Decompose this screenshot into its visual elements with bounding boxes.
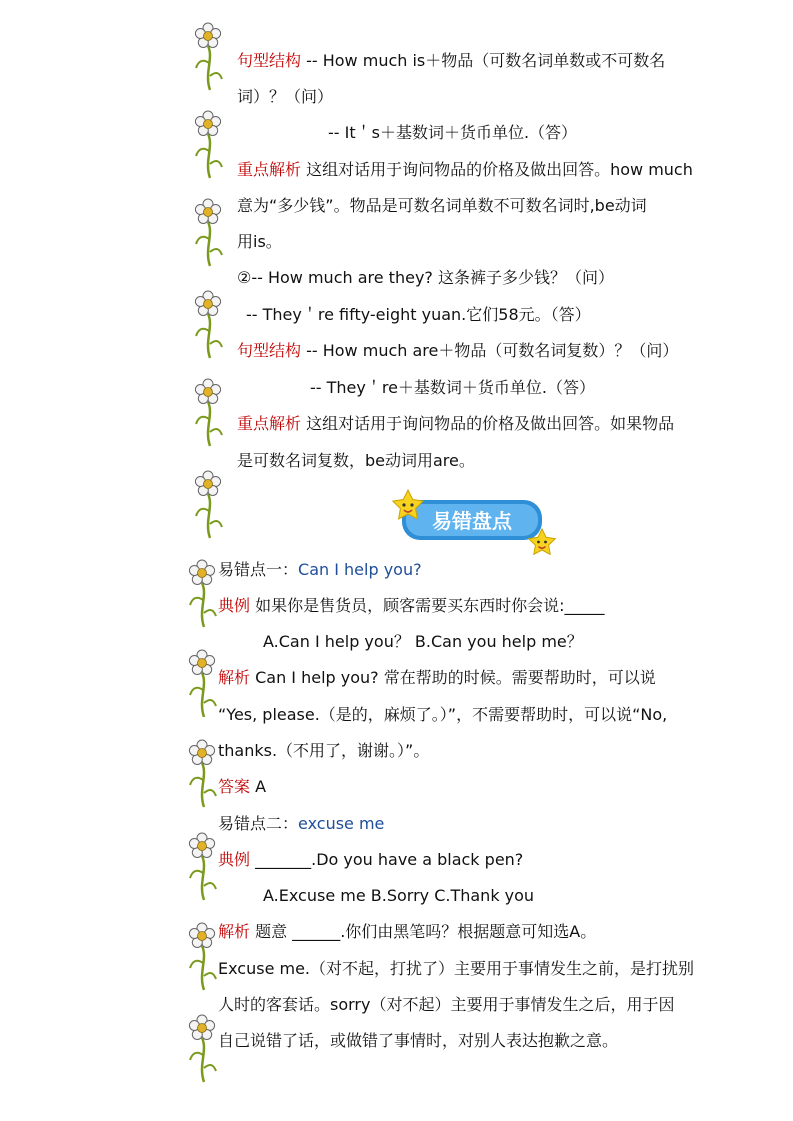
struct-text: -- How much are＋物品（可数名词复数）？（问） — [301, 341, 679, 360]
struct-answer: -- It＇s＋基数词＋货币单位.（答） — [328, 123, 578, 142]
analysis-line-2: “Yes, please.（是的，麻烦了。）”，不需要帮助时，可以说“No, — [218, 705, 668, 724]
example-answer: -- They＇re fifty-eight yuan.它们58元。（答） — [246, 305, 591, 324]
struct-text: -- How much is＋物品（可数名词单数或不可数名 — [301, 51, 666, 70]
analysis-line-3: 用is。 — [237, 232, 282, 251]
analysis-text: Can I help you? 常在帮助的时候。需要帮助时，可以说 — [250, 668, 656, 687]
analysis-text: 题意 ______.你们由黑笔吗？根据题意可知选A。 — [250, 922, 597, 941]
analysis-text: 这组对话用于询问物品的价格及做出回答。how much — [301, 160, 693, 179]
answer-line — [218, 777, 266, 797]
point-term: Can I help you? — [298, 560, 422, 579]
options-line: A.Can I help you？ B.Can you help me？ — [263, 632, 583, 651]
analysis-line-2: Excuse me.（对不起，打扰了）主要用于事情发生之前，是打扰别 — [218, 959, 695, 978]
point-label: 易错点二： — [218, 814, 299, 833]
struct-line-1 — [237, 341, 678, 361]
analysis-label: 解析 — [218, 668, 251, 687]
analysis-line-3: 人时的客套话。sorry（对不起）主要用于事情发生之后，用于因 — [218, 995, 675, 1014]
analysis-label: 重点解析 — [237, 414, 302, 433]
example-text: _______.Do you have a black pen? — [250, 850, 524, 869]
analysis-line-1 — [218, 922, 596, 942]
point2-heading — [218, 814, 384, 834]
analysis-line-1 — [237, 414, 674, 434]
badge-text: 易错盘点 — [432, 509, 512, 533]
struct-label: 句型结构 — [237, 341, 302, 360]
answer-label: 答案 — [218, 777, 251, 796]
point-term: excuse me — [298, 814, 385, 833]
example-line — [218, 596, 605, 616]
analysis-line-4: 自己说错了话，或做错了事情时，对别人表达抱歉之意。 — [218, 1031, 619, 1050]
example-question: ②-- How much are they? 这条裤子多少钱？（问） — [237, 268, 614, 287]
struct-line-1 — [237, 51, 665, 71]
analysis-line-2: 是可数名词复数，be动词用are。 — [237, 451, 475, 470]
analysis-line-3: thanks.（不用了，谢谢。）”。 — [218, 741, 430, 760]
example-label: 典例 — [218, 596, 251, 615]
answer-text: A — [250, 777, 267, 796]
point-label: 易错点一： — [218, 560, 299, 579]
struct-line-2: 词）？（问） — [237, 87, 334, 106]
example-label: 典例 — [218, 850, 251, 869]
example-line — [218, 850, 523, 870]
analysis-line-2: 意为“多少钱”。物品是可数名词单数不可数名词时,be动词 — [237, 196, 647, 215]
error-review-badge — [388, 486, 562, 560]
analysis-text: 这组对话用于询问物品的价格及做出回答。如果物品 — [301, 414, 675, 433]
analysis-line-1 — [237, 160, 693, 180]
struct-answer: -- They＇re＋基数词＋货币单位.（答） — [310, 378, 596, 397]
example-text: 如果你是售货员，顾客需要买东西时你会说:_____ — [250, 596, 605, 615]
struct-label: 句型结构 — [237, 51, 302, 70]
point1-heading — [218, 560, 422, 580]
analysis-label: 重点解析 — [237, 160, 302, 179]
options-line: A.Excuse me B.Sorry C.Thank you — [263, 886, 535, 905]
analysis-line-1 — [218, 668, 656, 688]
analysis-label: 解析 — [218, 922, 251, 941]
